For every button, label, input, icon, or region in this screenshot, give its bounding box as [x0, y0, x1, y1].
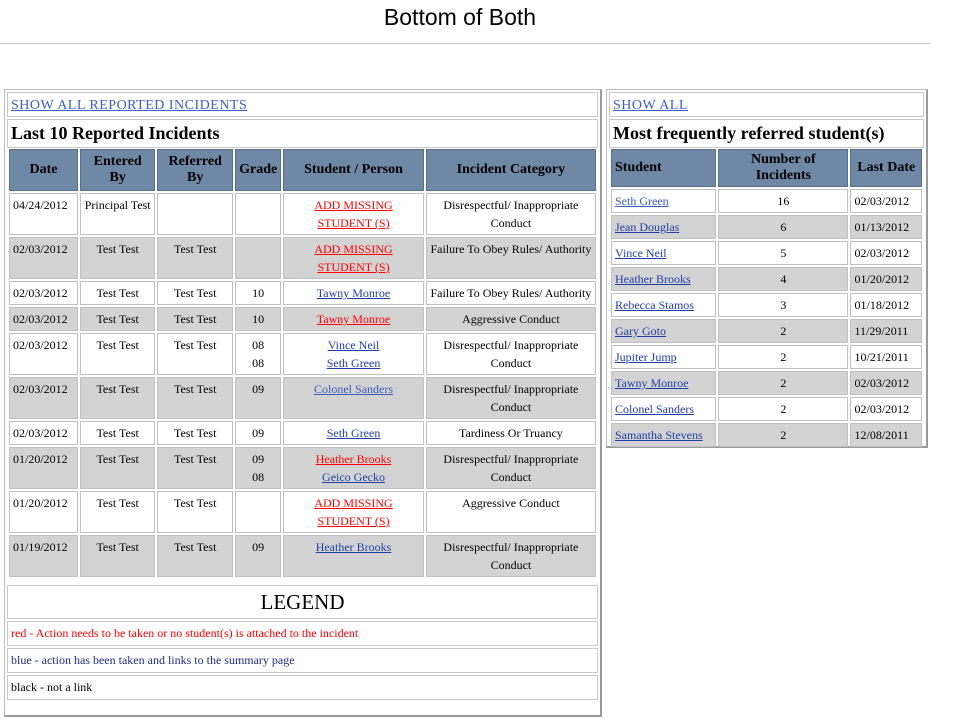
incident-count-cell: 2	[718, 319, 848, 343]
student-link-wrap	[287, 310, 420, 328]
show-all-students-link[interactable]: SHOW ALL	[613, 98, 688, 113]
student-link-wrap	[287, 336, 420, 354]
recent-incidents-table	[7, 147, 598, 579]
grade-value: 09	[252, 540, 265, 554]
grade-cell	[235, 307, 281, 331]
table-row	[9, 333, 596, 375]
student-cell	[611, 319, 716, 343]
entered-by-cell: Test Test	[80, 535, 155, 577]
student-cell	[283, 377, 424, 419]
recent-incidents-heading	[7, 119, 598, 148]
student-link[interactable]: Jean Douglas	[615, 220, 680, 234]
grade-value: 09	[252, 426, 265, 440]
table-row	[9, 491, 596, 533]
column-header-grade: Grade	[235, 149, 281, 191]
category-cell: Aggressive Conduct	[426, 307, 596, 331]
category-cell: Disrespectful/ Inappropriate Conduct	[426, 447, 596, 489]
date-cell: 01/20/2012	[9, 447, 78, 489]
column-header-date: Date	[9, 149, 78, 191]
grade-cell	[235, 535, 281, 577]
last-date-cell: 02/03/2012	[850, 241, 922, 265]
show-all-students-bar	[609, 92, 924, 117]
student-link[interactable]: Seth Green	[326, 426, 381, 440]
last-date-cell: 02/03/2012	[850, 371, 922, 395]
category-cell: Failure To Obey Rules/ Authority	[426, 281, 596, 305]
entered-by-cell: Test Test	[80, 421, 155, 445]
grade-cell	[235, 237, 281, 279]
last-date-cell: 12/08/2011	[850, 423, 922, 447]
last-date-cell: 10/21/2011	[850, 345, 922, 369]
incident-count-cell: 4	[718, 267, 848, 291]
student-cell	[611, 241, 716, 265]
student-cell	[611, 293, 716, 317]
student-link-wrap	[287, 450, 420, 468]
student-cell	[611, 215, 716, 239]
frequent-students-table	[609, 147, 924, 449]
referred-by-cell: Test Test	[157, 447, 233, 489]
date-cell: 02/03/2012	[9, 281, 78, 305]
student-link-wrap	[287, 354, 420, 372]
recent-incidents-heading-text: Last 10 Reported Incidents	[11, 123, 220, 143]
column-header-referred-by: Referred By	[157, 149, 233, 191]
referred-by-cell: Test Test	[157, 535, 233, 577]
referred-by-cell: Test Test	[157, 421, 233, 445]
date-cell: 02/03/2012	[9, 421, 78, 445]
date-cell: 02/03/2012	[9, 333, 78, 375]
incident-count-cell: 16	[718, 189, 848, 213]
column-header-student: Student	[611, 149, 716, 187]
entered-by-cell: Test Test	[80, 281, 155, 305]
student-link-wrap	[287, 380, 420, 398]
student-link-wrap	[287, 196, 420, 232]
student-link-wrap	[287, 494, 420, 530]
student-cell	[283, 421, 424, 445]
table-row	[9, 421, 596, 445]
last-date-cell: 01/13/2012	[850, 215, 922, 239]
student-link[interactable]: Seth Green	[326, 356, 381, 370]
table-row	[611, 423, 922, 447]
table-header-row	[9, 149, 596, 191]
last-date-cell: 02/03/2012	[850, 189, 922, 213]
entered-by-cell: Test Test	[80, 237, 155, 279]
student-link[interactable]: Vince Neil	[327, 338, 380, 352]
legend-item: blue - action has been taken and links to the summary page	[7, 648, 598, 673]
table-row	[611, 397, 922, 421]
table-row	[9, 281, 596, 305]
category-cell: Aggressive Conduct	[426, 491, 596, 533]
referred-by-cell: Test Test	[157, 237, 233, 279]
table-row	[9, 377, 596, 419]
student-link-wrap	[287, 240, 420, 276]
category-cell: Failure To Obey Rules/ Authority	[426, 237, 596, 279]
grade-value: 08	[252, 338, 265, 352]
student-cell	[611, 189, 716, 213]
category-cell: Disrespectful/ Inappropriate Conduct	[426, 193, 596, 235]
student-link[interactable]: Tawny Monroe	[316, 312, 391, 326]
grade-value: 08	[252, 356, 265, 370]
student-link[interactable]: Seth Green	[615, 194, 669, 208]
student-link[interactable]: Tawny Monroe	[615, 376, 689, 390]
entered-by-cell: Test Test	[80, 491, 155, 533]
last-date-cell: 01/20/2012	[850, 267, 922, 291]
student-link[interactable]: Jupiter Jump	[615, 350, 677, 364]
last-date-cell: 01/18/2012	[850, 293, 922, 317]
student-cell	[283, 447, 424, 489]
student-link[interactable]: Tawny Monroe	[316, 286, 391, 300]
grade-value: 09	[252, 382, 265, 396]
slide-title: Bottom of Both	[383, 4, 537, 30]
table-row	[611, 319, 922, 343]
grade-cell	[235, 333, 281, 375]
student-cell	[611, 397, 716, 421]
student-link[interactable]: Heather Brooks	[315, 540, 392, 554]
student-cell	[283, 491, 424, 533]
student-link[interactable]: Vince Neil	[615, 246, 667, 260]
referred-by-cell: Test Test	[157, 307, 233, 331]
referred-by-cell: Test Test	[157, 333, 233, 375]
student-link[interactable]: Heather Brooks	[615, 272, 691, 286]
student-link[interactable]: Colonel Sanders	[615, 402, 694, 416]
student-link[interactable]: ADD MISSING STUDENT (S)	[314, 496, 393, 528]
date-cell: 01/20/2012	[9, 491, 78, 533]
show-all-incidents-link[interactable]: SHOW ALL REPORTED INCIDENTS	[11, 98, 248, 113]
referred-by-cell: Test Test	[157, 491, 233, 533]
grade-value: 10	[252, 312, 265, 326]
column-header-number-of-incidents: Number of Incidents	[718, 149, 848, 187]
student-link[interactable]: Samantha Stevens	[615, 428, 703, 442]
grade-cell	[235, 421, 281, 445]
table-row	[611, 293, 922, 317]
table-row	[611, 215, 922, 239]
date-cell: 02/03/2012	[9, 307, 78, 331]
legend-item: red - Action needs to be taken or no student(s) is attached to the incident	[7, 621, 598, 646]
column-header-last-date: Last Date	[850, 149, 922, 187]
student-link[interactable]: Colonel Sanders	[314, 382, 394, 396]
referred-by-cell: Test Test	[157, 281, 233, 305]
grade-cell	[235, 281, 281, 305]
table-row	[9, 447, 596, 489]
referred-by-cell: Test Test	[157, 377, 233, 419]
date-cell: 04/24/2012	[9, 193, 78, 235]
student-link[interactable]: Geico Gecko	[322, 470, 386, 484]
entered-by-cell: Test Test	[80, 307, 155, 331]
entered-by-cell: Test Test	[80, 377, 155, 419]
student-link-wrap	[287, 424, 420, 442]
date-cell: 02/03/2012	[9, 377, 78, 419]
column-header-student-person: Student / Person	[283, 149, 424, 191]
grade-cell	[235, 447, 281, 489]
table-row	[9, 237, 596, 279]
incident-count-cell: 3	[718, 293, 848, 317]
category-cell: Tardiness Or Truancy	[426, 421, 596, 445]
student-cell	[611, 267, 716, 291]
student-link[interactable]: ADD MISSING STUDENT (S)	[314, 198, 393, 230]
entered-by-cell: Principal Test	[80, 193, 155, 235]
student-link[interactable]: Gary Goto	[615, 324, 666, 338]
incident-count-cell: 2	[718, 371, 848, 395]
student-cell	[283, 193, 424, 235]
date-cell: 02/03/2012	[9, 237, 78, 279]
last-date-cell: 11/29/2011	[850, 319, 922, 343]
entered-by-cell: Test Test	[80, 333, 155, 375]
student-link[interactable]: Heather Brooks	[315, 452, 392, 466]
table-row	[611, 345, 922, 369]
show-all-incidents-bar	[7, 92, 598, 117]
table-row	[611, 267, 922, 291]
grade-value: 09	[252, 452, 265, 466]
frequent-students-panel	[606, 89, 928, 448]
student-cell	[283, 237, 424, 279]
category-cell: Disrespectful/ Inappropriate Conduct	[426, 377, 596, 419]
legend	[7, 585, 598, 619]
student-cell	[283, 333, 424, 375]
student-link-wrap	[287, 538, 420, 556]
table-row	[9, 307, 596, 331]
date-cell: 01/19/2012	[9, 535, 78, 577]
entered-by-cell: Test Test	[80, 447, 155, 489]
referred-by-cell	[157, 193, 233, 235]
grade-value: 10	[252, 286, 265, 300]
column-header-entered-by: Entered By	[80, 149, 155, 191]
student-link[interactable]: ADD MISSING STUDENT (S)	[314, 242, 393, 274]
student-link[interactable]: Rebecca Stamos	[615, 298, 694, 312]
title-divider	[0, 43, 930, 44]
frequent-students-heading	[609, 119, 924, 148]
incident-count-cell: 2	[718, 345, 848, 369]
incident-count-cell: 2	[718, 397, 848, 421]
student-link-wrap	[287, 468, 420, 486]
student-link-wrap	[287, 284, 420, 302]
student-cell	[283, 535, 424, 577]
table-row	[611, 241, 922, 265]
frequent-students-heading-text: Most frequently referred student(s)	[613, 123, 885, 143]
incident-count-cell: 2	[718, 423, 848, 447]
legend-item: black - not a link	[7, 675, 598, 700]
table-row	[9, 535, 596, 577]
grade-cell	[235, 377, 281, 419]
last-date-cell: 02/03/2012	[850, 397, 922, 421]
recent-incidents-panel	[4, 89, 602, 717]
table-row	[611, 189, 922, 213]
legend-title: LEGEND	[260, 590, 345, 614]
grade-value: 08	[252, 470, 265, 484]
incident-count-cell: 5	[718, 241, 848, 265]
category-cell: Disrespectful/ Inappropriate Conduct	[426, 333, 596, 375]
grade-cell	[235, 193, 281, 235]
column-header-incident-category: Incident Category	[426, 149, 596, 191]
category-cell: Disrespectful/ Inappropriate Conduct	[426, 535, 596, 577]
table-header-row	[611, 149, 922, 187]
student-cell	[611, 423, 716, 447]
table-row	[9, 193, 596, 235]
student-cell	[611, 371, 716, 395]
incident-count-cell: 6	[718, 215, 848, 239]
student-cell	[283, 281, 424, 305]
student-cell	[611, 345, 716, 369]
student-cell	[283, 307, 424, 331]
table-row	[611, 371, 922, 395]
grade-cell	[235, 491, 281, 533]
